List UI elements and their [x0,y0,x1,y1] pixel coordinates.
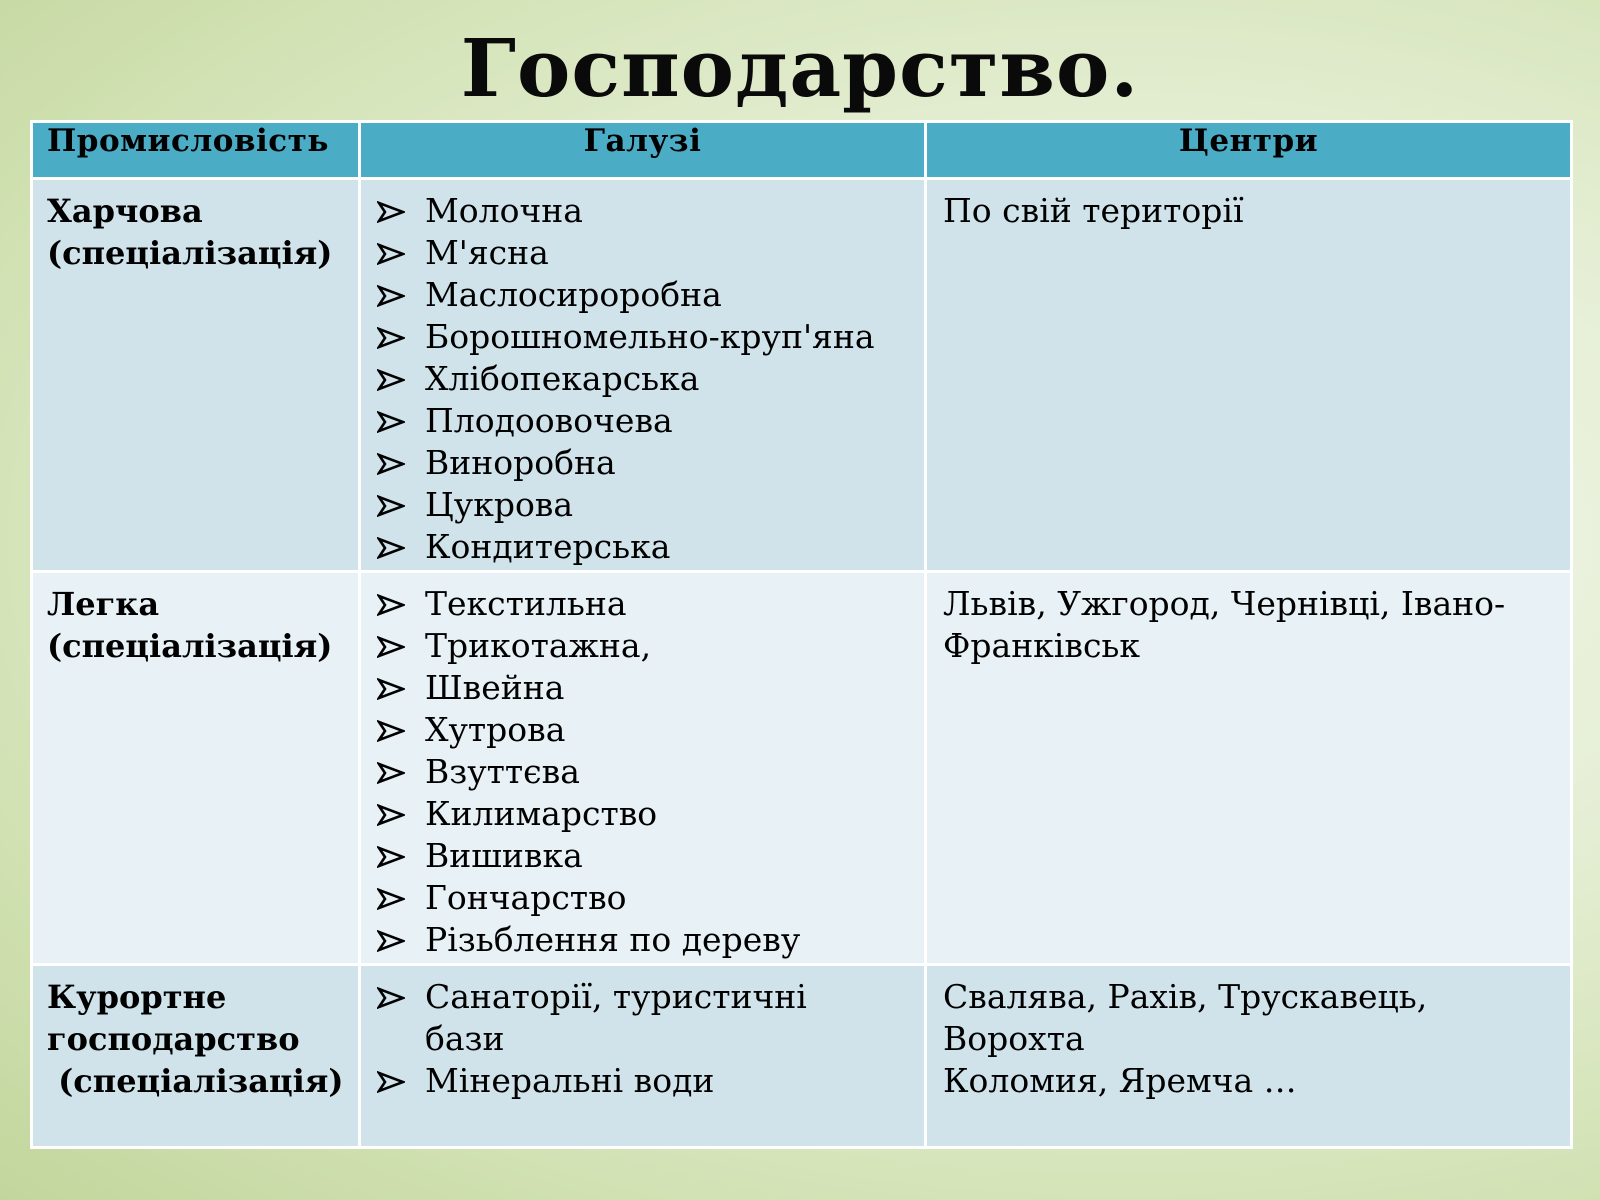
arrow-bullet-icon [377,453,405,475]
branches-cell [360,572,926,965]
branches-cell [360,179,926,572]
header-industry: Промисловість [32,122,360,179]
category-label: Харчова [47,192,203,230]
table-header-row [32,122,1572,179]
list-item: Гончарство [377,877,924,919]
category-label: Легка [47,585,160,623]
centers-text: Франківськ [943,626,1141,665]
centers-text: Ворохта [943,1019,1085,1058]
category-label: (спеціалізація) [47,627,333,665]
arrow-bullet-icon [377,594,405,616]
arrow-bullet-icon [377,327,405,349]
centers-cell [926,965,1572,1148]
arrow-bullet-icon [377,285,405,307]
arrow-bullet-icon [377,762,405,784]
arrow-bullet-icon [377,537,405,559]
arrow-bullet-icon [377,720,405,742]
category-label: Курортне [47,978,227,1016]
list-item: Борошномельно-круп'яна [377,316,924,358]
list-item: Санаторії, туристичні бази [377,976,924,1060]
arrow-bullet-icon [377,636,405,658]
arrow-bullet-icon [377,243,405,265]
arrow-bullet-icon [377,678,405,700]
category-cell [32,572,360,965]
category-cell [32,179,360,572]
header-branches: Галузі [360,122,926,179]
list-item: Взуттєва [377,751,924,793]
list-item: Виноробна [377,442,924,484]
list-item: М'ясна [377,232,924,274]
category-label: (спеціалізація) [47,234,333,272]
header-centers: Центри [926,122,1572,179]
list-item: Плодоовочева [377,400,924,442]
list-item: Хлібопекарська [377,358,924,400]
list-item: Кондитерська [377,526,924,568]
category-label: господарство [47,1020,300,1058]
list-item: Цукрова [377,484,924,526]
list-item: Маслосироробна [377,274,924,316]
centers-cell [926,179,1572,572]
list-item: Швейна [377,667,924,709]
table-row [32,179,1572,572]
centers-text: Свалява, Рахів, Трускавець, [943,977,1428,1016]
list-item: Хутрова [377,709,924,751]
industry-table [30,120,1573,1149]
arrow-bullet-icon [377,201,405,223]
centers-text: Коломия, Яремча … [943,1061,1297,1100]
branches-cell [360,965,926,1148]
arrow-bullet-icon [377,369,405,391]
arrow-bullet-icon [377,495,405,517]
list-item: Різьблення по дереву [377,919,924,961]
table-row [32,965,1572,1148]
list-item: Трикотажна, [377,625,924,667]
arrow-bullet-icon [377,411,405,433]
page-title: Господарство. [460,21,1140,115]
list-item: Текстильна [377,583,924,625]
list-item: Мінеральні води [377,1060,924,1102]
arrow-bullet-icon [377,846,405,868]
arrow-bullet-icon [377,1071,405,1093]
list-item: Молочна [377,190,924,232]
centers-text: По свій території [943,191,1244,230]
arrow-bullet-icon [377,930,405,952]
arrow-bullet-icon [377,888,405,910]
centers-text: Львів, Ужгород, Чернівці, Івано- [943,584,1506,623]
category-cell [32,965,360,1148]
table-row [32,572,1572,965]
arrow-bullet-icon [377,987,405,1009]
list-item: Вишивка [377,835,924,877]
arrow-bullet-icon [377,804,405,826]
centers-cell [926,572,1572,965]
list-item: Килимарство [377,793,924,835]
category-label: (спеціалізація) [47,1062,344,1100]
